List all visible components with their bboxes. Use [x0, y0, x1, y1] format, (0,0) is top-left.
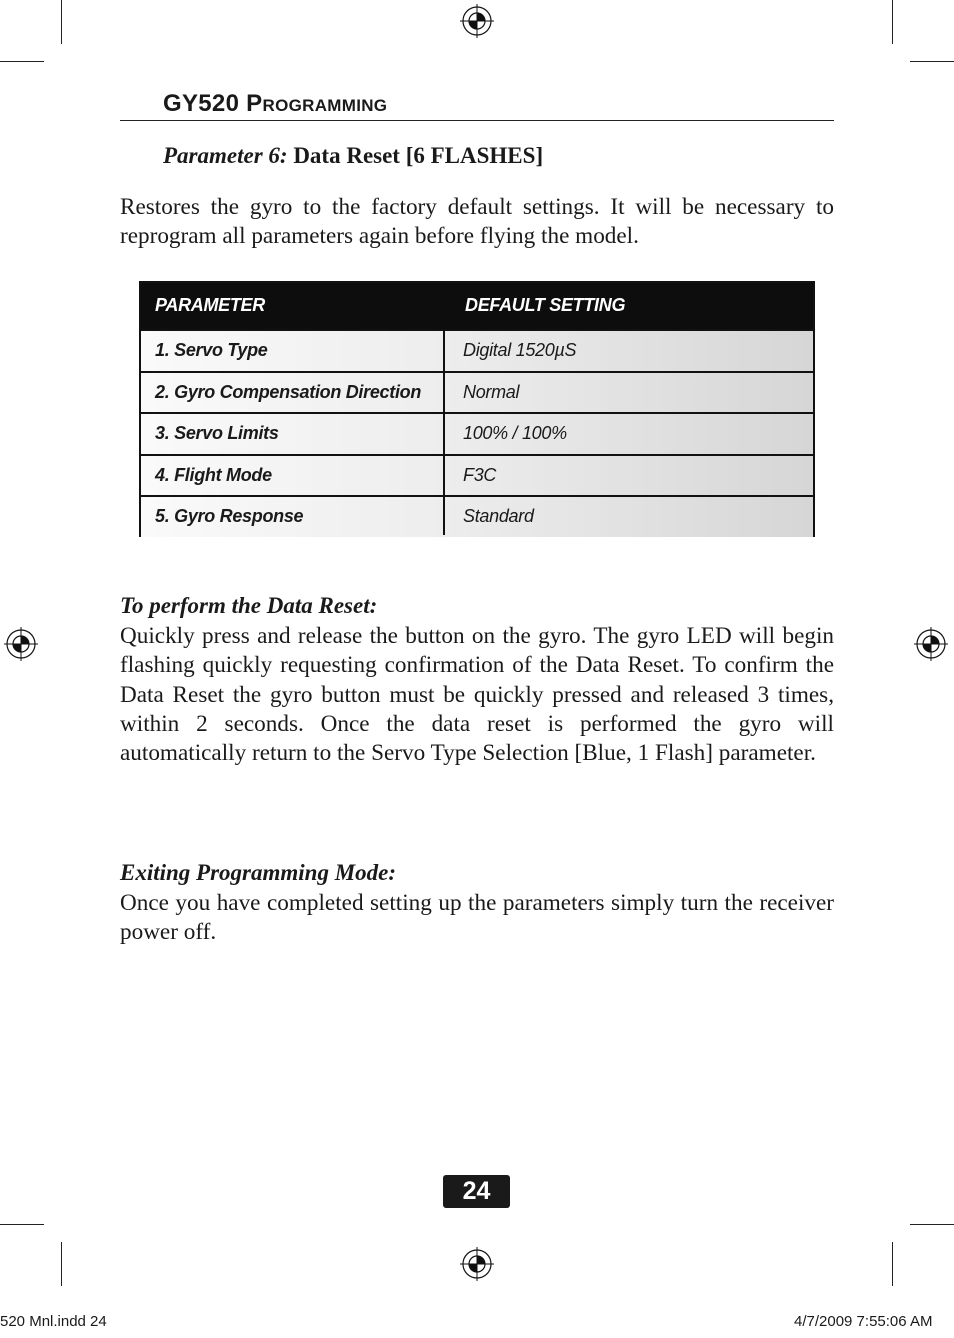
- crop-mark: [0, 61, 44, 62]
- crop-mark: [0, 1224, 44, 1225]
- table-header-row: [141, 283, 813, 329]
- exiting-paragraph: Once you have completed setting up the parameters simply turn the receiver power off.: [120, 890, 834, 946]
- table-row: [141, 371, 813, 413]
- table-row: [141, 495, 813, 537]
- registration-target-icon: [914, 627, 948, 661]
- table-cell-parameter: 2. Gyro Compensation Direction: [155, 381, 422, 402]
- exiting-heading: Exiting Programming Mode:: [120, 860, 397, 885]
- crop-mark: [61, 0, 62, 44]
- defaults-table: [139, 281, 815, 537]
- crop-mark: [910, 61, 954, 62]
- parameter-heading: [163, 143, 543, 169]
- table-cell-default: Digital 1520µS: [463, 340, 577, 360]
- crop-mark: [892, 1242, 893, 1286]
- table-cell-parameter: 5. Gyro Response: [155, 506, 304, 526]
- slug-file: 520 Mnl.indd 24: [0, 1313, 107, 1330]
- data-reset-paragraph: Quickly press and release the button on the gyro. The gyro LED will begin flashing quickly requesting confirmation of the Data Reset. To confirm the Data Reset the gyro button must be quickly pressed and released 3 times, within 2 seconds. Once the data reset is performed the gyro will automatically return to the Servo Type Selection [Blue, 1 Flash] parameter.: [120, 623, 834, 767]
- table-cell-default: Standard: [463, 506, 534, 526]
- table-row: [141, 454, 813, 496]
- crop-mark: [61, 1242, 62, 1286]
- parameter-title: Data Reset [6 FLASHES]: [293, 143, 544, 168]
- parameter-label: Parameter 6:: [163, 143, 288, 168]
- crop-mark: [892, 0, 893, 44]
- registration-target-icon: [4, 627, 38, 661]
- table-row: [141, 412, 813, 454]
- table-cell-default: 100% / 100%: [463, 423, 567, 443]
- running-header-title: GY520 Programming: [163, 90, 388, 117]
- table-cell-parameter: 1. Servo Type: [155, 340, 268, 360]
- data-reset-heading: To perform the Data Reset:: [120, 593, 378, 618]
- table-cell-parameter: 4. Flight Mode: [155, 464, 272, 485]
- table-cell-default: F3C: [463, 464, 497, 485]
- registration-target-icon: [460, 1247, 494, 1281]
- page-number: 24: [443, 1175, 510, 1208]
- table-row: [141, 329, 813, 371]
- table-cell-default: Normal: [463, 381, 520, 402]
- table-header-parameter: PARAMETER: [155, 295, 265, 315]
- header-rule: [120, 120, 834, 121]
- registration-target-icon: [460, 4, 494, 38]
- crop-mark: [910, 1224, 954, 1225]
- table-header-default: DEFAULT SETTING: [465, 295, 626, 315]
- table-cell-parameter: 3. Servo Limits: [155, 423, 279, 443]
- table-column-divider: [443, 329, 445, 535]
- intro-paragraph: Restores the gyro to the factory default settings. It will be necessary to reprogram all parameters again before flying the model.: [120, 194, 834, 250]
- slug-datetime: 4/7/2009 7:55:06 AM: [794, 1313, 933, 1330]
